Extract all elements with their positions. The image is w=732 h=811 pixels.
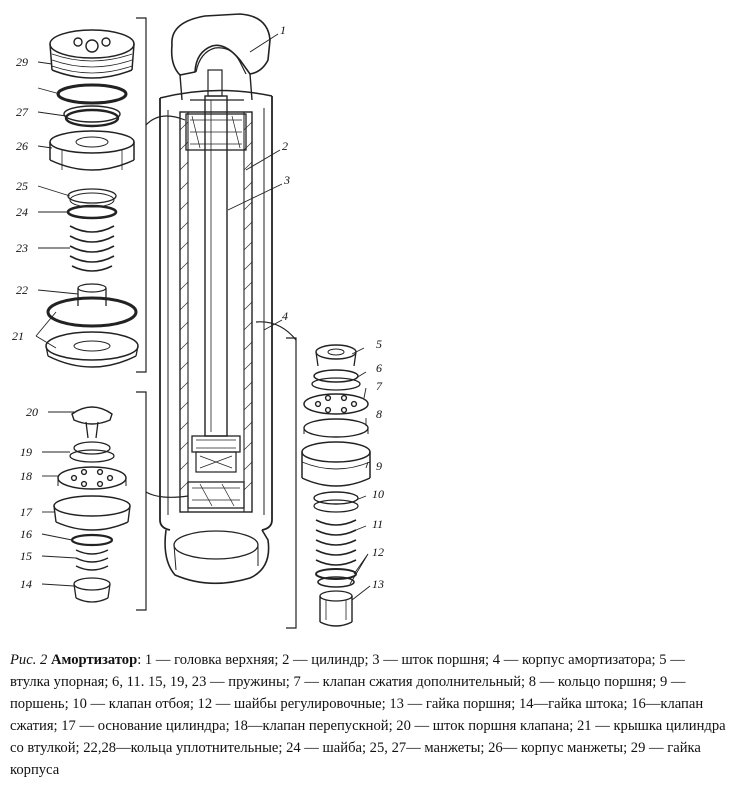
label-8: 8	[376, 407, 382, 421]
part-25-cuff	[68, 189, 116, 207]
part-26-cuff-housing	[50, 131, 134, 170]
part-14-rod-nut	[74, 578, 110, 602]
part-6-spring	[312, 370, 360, 390]
callout-labels	[12, 23, 384, 591]
label-13: 13	[372, 577, 384, 591]
label-29: 29	[16, 55, 28, 69]
label-10: 10	[372, 487, 384, 501]
part-8-piston-ring	[304, 419, 368, 437]
part-17-cylinder-base	[54, 496, 130, 530]
label-21: 21	[12, 329, 24, 343]
part-19-spring	[70, 442, 114, 462]
outer-body	[160, 90, 272, 530]
label-1: 1	[280, 23, 286, 37]
part-10-rebound-valve	[314, 492, 358, 512]
caption-body: : 1 — головка верхняя; 2 — цилиндр; 3 — шток поршня; 4 — корпус амортизатора; 5 — втулка упорная; 6, 11. 15, 19, 23 — пружины; 7 — клапан сжатия дополнительный; 8 — кольцо поршня; 9 — поршень; 10 — клапан отбоя; 12 — шайбы регулировочные; 13 — гайка поршня; 14—гайка штока; 16—клапан сжатия; 17 — основание цилиндра; 18—клапан перепускной; 20 — шток поршня клапана; 21 — крышка цилиндра со втулкой; 22,28—кольца уплотнительные; 24 — шайба; 25, 27— манжеты; 26— корпус манжеты; 29 — гайка корпуса	[10, 652, 726, 778]
caption-figure-number: Рис. 2	[10, 652, 48, 668]
part-13-piston-nut	[320, 591, 352, 626]
label-16: 16	[20, 527, 32, 541]
label-4: 4	[282, 309, 288, 323]
part-20-valve-stem	[72, 407, 112, 438]
label-15: 15	[20, 549, 32, 563]
leader-lines	[36, 34, 370, 600]
label-22: 22	[16, 283, 28, 297]
label-9: 9	[376, 459, 382, 473]
label-17: 17	[20, 505, 32, 519]
part-22-sleeve	[78, 284, 106, 306]
label-14: 14	[20, 577, 32, 591]
label-6: 6	[376, 361, 382, 375]
part-21-cylinder-cover	[46, 298, 138, 367]
part-7-extra-compression-valve	[304, 394, 368, 414]
part-5-thrust-sleeve	[316, 345, 356, 366]
part-9-piston	[302, 442, 370, 486]
label-2: 2	[282, 139, 288, 153]
figure-caption	[10, 649, 726, 781]
top-seal-block	[186, 114, 246, 150]
part-23-spring	[70, 226, 114, 271]
label-20: 20	[26, 405, 38, 419]
label-19: 19	[20, 445, 32, 459]
part-12-shims	[316, 569, 356, 587]
label-5: 5	[376, 337, 382, 351]
left-top-stack	[46, 30, 138, 367]
label-23: 23	[16, 241, 28, 255]
part-16-compression-valve	[72, 535, 112, 545]
part-28-seal-ring	[58, 85, 126, 103]
label-27: 27	[16, 105, 28, 119]
piston-rod	[205, 96, 227, 436]
label-3: 3	[284, 173, 290, 187]
part-29-body-nut	[50, 30, 134, 78]
label-11: 11	[372, 517, 384, 531]
upper-head	[172, 14, 270, 100]
bottom-valve	[188, 482, 244, 508]
left-bottom-stack	[54, 407, 130, 602]
label-26: 26	[16, 139, 28, 153]
caption-title: Амортизатор	[50, 652, 138, 668]
label-25: 25	[16, 179, 28, 193]
part-18-bypass-valve	[58, 467, 126, 489]
label-18: 18	[20, 469, 32, 483]
part-27-cuff	[64, 106, 120, 126]
piston-assembly	[192, 436, 240, 472]
main-assembly	[160, 14, 272, 583]
label-24: 24	[16, 205, 28, 219]
part-11-spring	[316, 520, 356, 565]
part-24-washer	[68, 206, 116, 218]
lower-eye	[165, 530, 269, 583]
label-7: 7	[376, 379, 382, 393]
part-15-spring	[76, 550, 108, 570]
label-12: 12	[372, 545, 384, 559]
right-stack	[302, 345, 370, 626]
